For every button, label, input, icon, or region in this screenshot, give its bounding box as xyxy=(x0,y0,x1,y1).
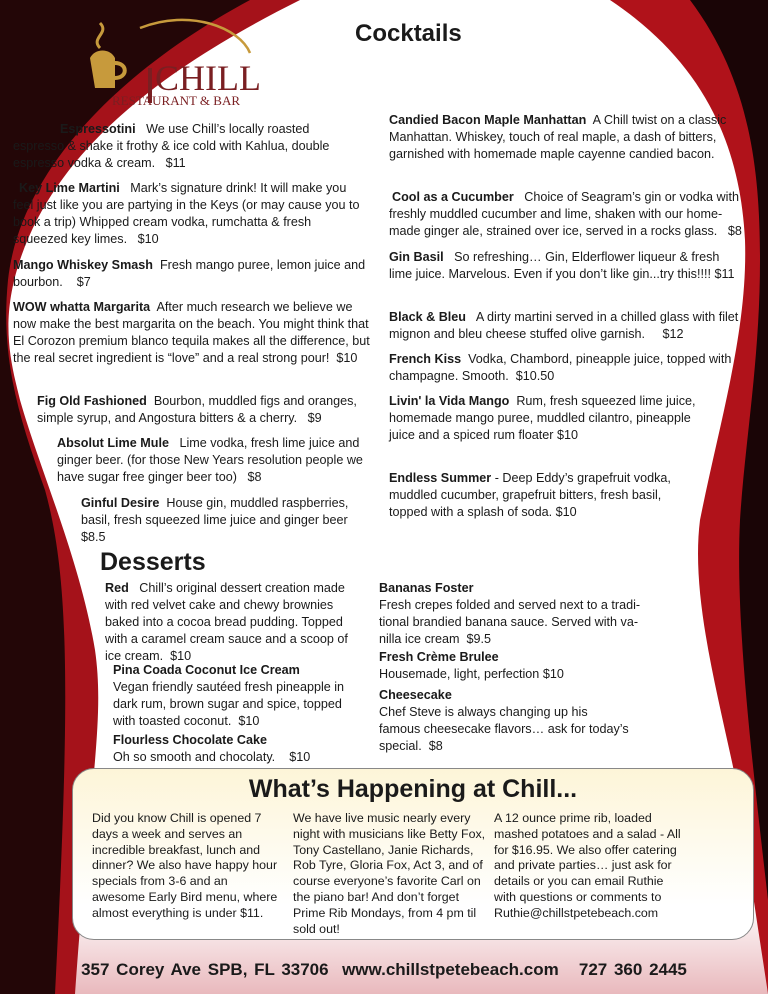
cocktail-item: Gin Basil So refreshing… Gin, Elderflower liqueur & fresh lime juice. Marvelous. Even if you don’t like gin...try this!!!! $11 xyxy=(389,250,735,281)
cocktail-item: Black & Bleu A dirty martini served in a chilled glass with filet mignon and bleu cheese stuffed olive garnish. $12 xyxy=(389,310,739,341)
cocktail-item: Absolut Lime Mule Lime vodka, fresh lime juice and ginger beer. (for those New Years resolution people we have sugar free ginger beer too) $8 xyxy=(57,436,363,484)
dessert-item: Cheesecake Chef Steve is always changing up his famous cheesecake flavors… ask for today’s special. $8 xyxy=(379,688,629,753)
cocktail-item: Livin' la Vida Mango Rum, fresh squeezed lime juice, homemade mango puree, muddled cilantro, pineapple juice and a spiced rum floater $10 xyxy=(389,394,696,442)
happening-column: We have live music nearly every night with musicians like Betty Fox, Tony Castellano, Janie Richards, Rob Tyre, Gloria Fox, Act 3, and of course everyone’s favorite Carl on the piano bar! And don’t forget Prime Rib Mondays, from 4 pm til sold out! xyxy=(293,811,486,936)
dessert-item: Flourless Chocolate Cake Oh so smooth and chocolaty. $10 xyxy=(113,733,311,764)
cocktail-item: Ginful Desire House gin, muddled raspberries, basil, fresh squeezed lime juice and ginger beer $8.5 xyxy=(81,496,349,544)
dessert-item: Red Chill’s original dessert creation made with red velvet cake and chewy brownies baked into a cocoa bread pudding. Topped with a caramel cream sauce and a scoop of ice cream. $10 xyxy=(105,581,348,663)
desserts-heading: Desserts xyxy=(100,548,206,576)
svg-text:RESTAURANT & BAR: RESTAURANT & BAR xyxy=(112,93,241,108)
address: 357 Corey Ave SPB, FL 33706 xyxy=(81,960,329,979)
cocktail-item: Candied Bacon Maple Manhattan A Chill twist on a classic Manhattan. Whiskey, touch of real maple, a dash of bitters, garnished with homemade maple cayenne candied bacon. xyxy=(389,113,727,161)
chill-logo xyxy=(80,8,280,108)
phone-number: 727 360 2445 xyxy=(578,960,687,979)
cocktail-item: Mango Whiskey Smash Fresh mango puree, lemon juice and bourbon. $7 xyxy=(13,258,366,289)
cocktail-item: Fig Old Fashioned Bourbon, muddled figs and oranges, simple syrup, and Angostura bitters & a cherry. $9 xyxy=(37,394,357,425)
dessert-item: Pina Coada Coconut Ice Cream Vegan friendly sautéed fresh pineapple in dark rum, brown sugar and spice, topped with toasted coconut. $10 xyxy=(113,663,345,728)
dessert-item: Bananas Foster Fresh crepes folded and served next to a tradi-tional brandied banana sauce. Served with va-nilla ice cream $9.5 xyxy=(379,581,641,646)
website-link[interactable]: www.chillstpetebeach.com xyxy=(342,960,559,979)
happening-column: Did you know Chill is opened 7 days a week and serves an incredible breakfast, lunch and dinner? We also have happy hour specials from 3-6 and an awesome Early Bird menu, where almost everything is under $11. xyxy=(92,811,278,920)
cocktail-item: French Kiss Vodka, Chambord, pineapple juice, topped with champagne. Smooth. $10.50 xyxy=(389,352,732,383)
cocktail-item: Endless Summer - Deep Eddy’s grapefruit vodka, muddled cucumber, grapefruit bitters, fresh basil, topped with a splash of soda. $10 xyxy=(389,471,671,519)
cocktail-item: Espressotini We use Chill’s locally roasted espresso & shake it frothy & ice cold with Kahlua, double espresso vodka & cream. $11 xyxy=(13,122,330,170)
cocktails-heading: Cocktails xyxy=(355,20,462,47)
cocktail-item: Key Lime Martini Mark’s signature drink! It will make you feel just like you are partying in the Keys (or may cause you to book a trip) Whipped cream vodka, rumchatta & fresh squeezed key limes. $10 xyxy=(13,181,360,246)
svg-text:CHILL: CHILL xyxy=(155,58,261,98)
dessert-item: Fresh Crème Brulee Housemade, light, perfection $10 xyxy=(379,650,564,681)
footer-contact xyxy=(0,960,768,980)
whats-happening-heading: What’s Happening at Chill... xyxy=(248,775,578,803)
cocktail-item: WOW whatta Margarita After much research we believe we now make the best margarita on the beach. You might think that El Corozon premium blanco tequila makes all the difference, but the real secret ingredient is “love” and a real strong pour! $10 xyxy=(13,300,370,365)
cocktail-item: Cool as a Cucumber Choice of Seagram’s gin or vodka with freshly muddled cucumber and lime, shaken with our home-made ginger ale, strained over ice, served in a rocks glass. $8 xyxy=(389,190,742,238)
whats-happening-box xyxy=(72,768,754,940)
happening-column: A 12 ounce prime rib, loaded mashed potatoes and a salad - All for $16.95. We also offer catering and private parties… just ask for details or you can email Ruthie with questions or comments to Ruthie@chillstpetebeach.com xyxy=(494,811,681,920)
